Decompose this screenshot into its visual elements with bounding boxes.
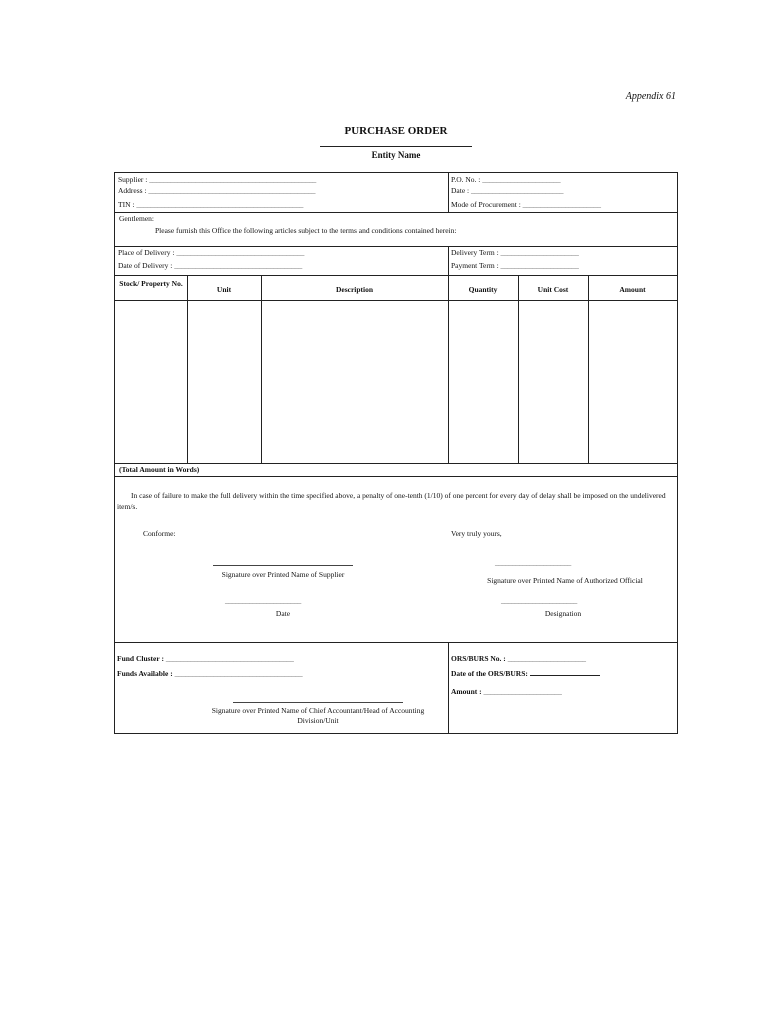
delivery-date-blank: ____________________________________ bbox=[174, 261, 303, 270]
col-header-amount: Amount bbox=[619, 285, 646, 294]
official-signature-line[interactable]: ______________________ bbox=[495, 558, 571, 567]
ors-burs-date-field[interactable] bbox=[451, 668, 600, 679]
designation-caption: Designation bbox=[544, 609, 582, 618]
payment-term-field[interactable] bbox=[451, 261, 579, 271]
col-header-unit: Unit bbox=[216, 285, 232, 294]
col-header-stock-no: Stock/ Property No. bbox=[119, 279, 183, 288]
amount-blank: ______________________ bbox=[483, 687, 562, 696]
delivery-term-field[interactable] bbox=[451, 248, 579, 258]
supplier-signature-caption: Signature over Printed Name of Supplier bbox=[221, 570, 345, 579]
very-truly-yours-label: Very truly yours, bbox=[451, 529, 502, 538]
chief-accountant-signature-line[interactable] bbox=[233, 702, 403, 703]
ors-burs-no-label: ORS/BURS No. : bbox=[451, 654, 506, 663]
address-field[interactable] bbox=[118, 186, 315, 196]
place-of-delivery-field[interactable] bbox=[118, 248, 304, 258]
divider bbox=[448, 642, 449, 734]
appendix-label: Appendix 61 bbox=[625, 91, 676, 102]
col-header-unit-cost: Unit Cost bbox=[537, 285, 569, 294]
entity-name-label: Entity Name bbox=[371, 150, 421, 160]
entity-name-line[interactable] bbox=[320, 146, 472, 147]
divider bbox=[115, 246, 677, 247]
po-no-field[interactable] bbox=[451, 175, 560, 185]
po-no-label: P.O. No. : bbox=[451, 175, 481, 184]
mode-blank: ______________________ bbox=[522, 200, 601, 209]
fund-cluster-blank: ____________________________________ bbox=[165, 654, 294, 663]
date-line[interactable]: ______________________ bbox=[225, 596, 301, 605]
items-table-body[interactable] bbox=[115, 301, 677, 463]
po-no-blank: ______________________ bbox=[482, 175, 561, 184]
divider bbox=[115, 275, 677, 276]
ors-burs-no-field[interactable] bbox=[451, 654, 586, 664]
delivery-term-blank: ______________________ bbox=[500, 248, 579, 257]
supplier-signature-line[interactable] bbox=[213, 565, 353, 566]
mode-of-procurement-field[interactable] bbox=[451, 200, 601, 210]
chief-accountant-caption: Signature over Printed Name of Chief Accountant/Head of Accounting Division/Unit bbox=[211, 706, 425, 725]
funds-available-blank: ____________________________________ bbox=[174, 669, 303, 678]
official-signature-caption: Signature over Printed Name of Authorized Official bbox=[487, 576, 643, 585]
penalty-text: In case of failure to make the full delivery within the time specified above, a penalty of one-tenth (1/10) of one percent for every day of delay shall be imposed on the undelivered item/s. bbox=[117, 491, 666, 511]
po-date-field[interactable] bbox=[451, 186, 563, 196]
payment-term-label: Payment Term : bbox=[451, 261, 499, 270]
divider bbox=[115, 463, 677, 464]
tin-label: TIN : bbox=[118, 200, 135, 209]
page-title: PURCHASE ORDER bbox=[344, 125, 448, 137]
tin-field[interactable] bbox=[118, 200, 303, 210]
delivery-date-label: Date of Delivery : bbox=[118, 261, 173, 270]
supplier-field[interactable] bbox=[118, 175, 316, 185]
place-blank: ____________________________________ bbox=[176, 248, 305, 257]
tin-blank: _______________________________________________ bbox=[136, 200, 304, 209]
ors-burs-no-blank: ______________________ bbox=[507, 654, 586, 663]
amount-field[interactable] bbox=[451, 687, 562, 697]
gentlemen-label: Gentlemen: bbox=[119, 214, 154, 223]
conforme-label: Conforme: bbox=[143, 529, 176, 538]
supplier-blank: _______________________________________________ bbox=[149, 175, 317, 184]
designation-line[interactable]: ______________________ bbox=[501, 596, 577, 605]
col-header-quantity: Quantity bbox=[468, 285, 498, 294]
funds-available-field[interactable] bbox=[117, 669, 302, 679]
delivery-term-label: Delivery Term : bbox=[451, 248, 499, 257]
col-header-description: Description bbox=[335, 285, 374, 294]
ors-burs-date-label: Date of the ORS/BURS: bbox=[451, 669, 528, 678]
divider bbox=[115, 642, 677, 643]
divider bbox=[448, 246, 449, 275]
address-blank: _______________________________________________ bbox=[148, 186, 316, 195]
date-of-delivery-field[interactable] bbox=[118, 261, 302, 271]
instruction-text: Please furnish this Office the following articles subject to the terms and conditions contained herein: bbox=[155, 226, 457, 235]
amount-label: Amount : bbox=[451, 687, 482, 696]
supplier-label: Supplier : bbox=[118, 175, 148, 184]
payment-term-blank: ______________________ bbox=[500, 261, 579, 270]
fund-cluster-label: Fund Cluster : bbox=[117, 654, 164, 663]
po-date-blank: __________________________ bbox=[471, 186, 564, 195]
mode-label: Mode of Procurement : bbox=[451, 200, 521, 209]
divider bbox=[115, 476, 677, 477]
date-caption: Date bbox=[275, 609, 291, 618]
address-label: Address : bbox=[118, 186, 147, 195]
total-amount-in-words-label: (Total Amount in Words) bbox=[119, 465, 200, 474]
divider bbox=[448, 173, 449, 213]
divider bbox=[115, 212, 677, 213]
fund-cluster-field[interactable] bbox=[117, 654, 294, 664]
funds-available-label: Funds Available : bbox=[117, 669, 173, 678]
po-date-label: Date : bbox=[451, 186, 470, 195]
place-label: Place of Delivery : bbox=[118, 248, 175, 257]
ors-burs-date-line bbox=[530, 668, 600, 676]
purchase-order-form bbox=[114, 172, 678, 734]
